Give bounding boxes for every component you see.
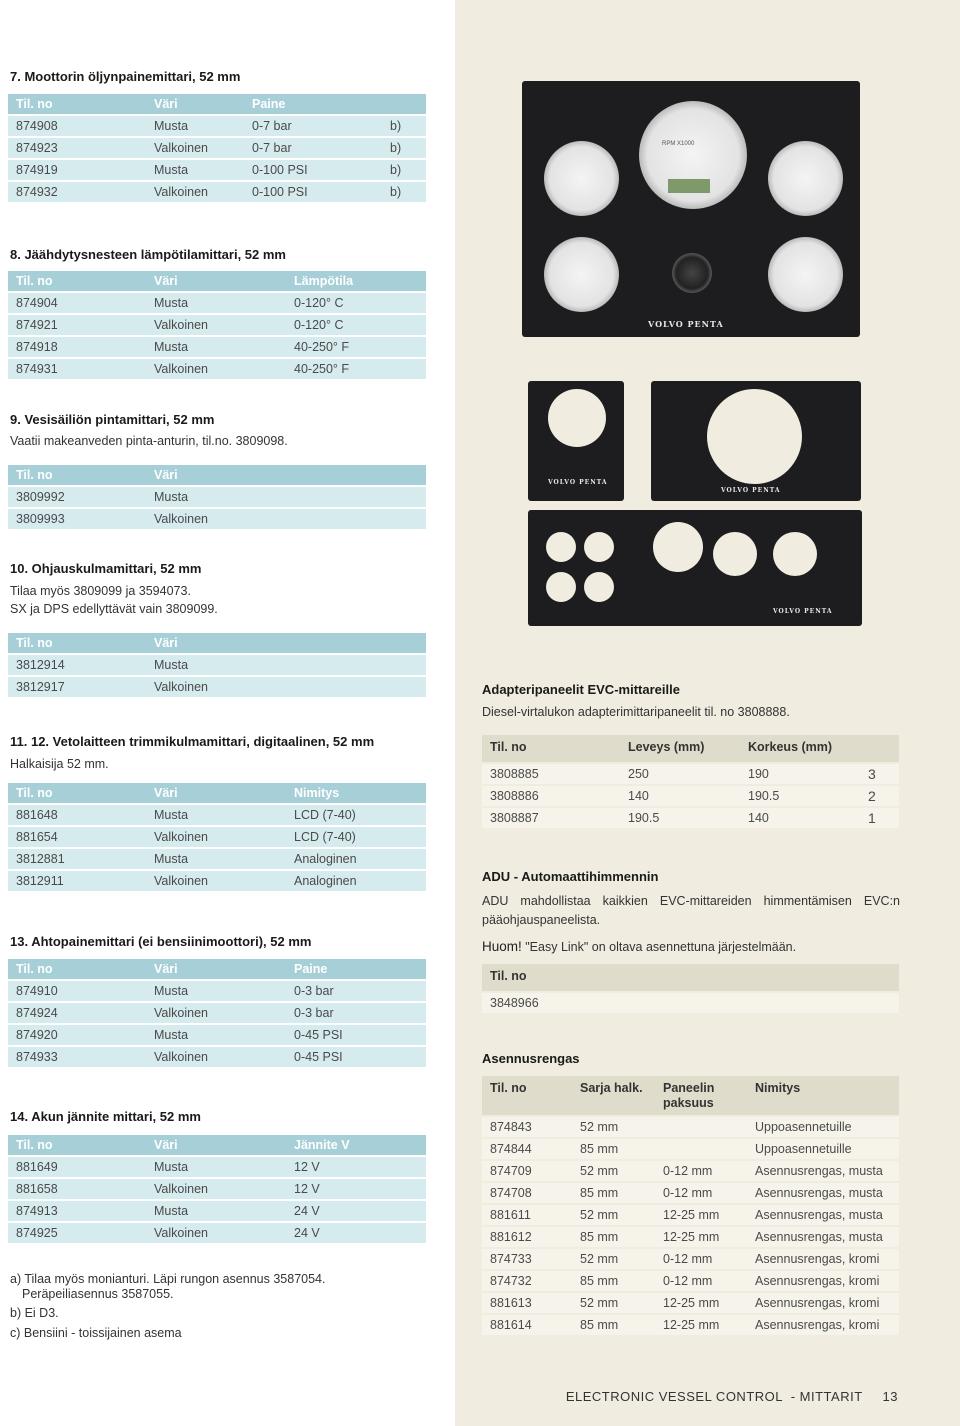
- adapter-note: Diesel-virtalukon adapterimittaripaneelit til. no 3808888.: [482, 705, 790, 719]
- table-row: 881654 Valkoinen LCD (7-40): [8, 827, 426, 847]
- page-footer: [566, 1389, 898, 1404]
- table-header: Til. no Väri: [8, 633, 426, 653]
- table-row: 3848966: [482, 993, 899, 1013]
- footer-title: ELECTRONIC VESSEL CONTROL - MITTARIT: [565, 1389, 863, 1404]
- adu-title: ADU - Automaattihimmennin: [482, 869, 659, 884]
- table-row: 3812911 Valkoinen Analoginen: [8, 871, 426, 891]
- panel-hole-icon: [707, 389, 802, 484]
- table-row: 3808885 250 190 3: [482, 764, 899, 784]
- warning-lamp-panel-icon: [768, 237, 843, 312]
- table-row: 3812914 Musta: [8, 655, 426, 675]
- table-row: 881614 85 mm 12-25 mm Asennusrengas, kromi: [482, 1315, 899, 1335]
- table-row: 874843 52 mm Uppoasennetuille: [482, 1117, 899, 1137]
- table-row: 874932 Valkoinen 0-100 PSI b): [8, 182, 426, 202]
- huom-label: Huom!: [482, 939, 522, 954]
- table-row: 881648 Musta LCD (7-40): [8, 805, 426, 825]
- table-s14: [8, 1133, 426, 1245]
- section-10-title: 10. Ohjauskulmamittari, 52 mm: [10, 561, 202, 576]
- footnote-a: a) Tilaa myös monianturi. Läpi rungon asennus 3587054.: [10, 1272, 326, 1286]
- table-row: 874933 Valkoinen 0-45 PSI: [8, 1047, 426, 1067]
- table-adu: [482, 962, 899, 1015]
- section-10-note-2: SX ja DPS edellyttävät vain 3809099.: [10, 602, 218, 616]
- table-header: Til. no Väri Jännite V: [8, 1135, 426, 1155]
- section-11-title: 11. 12. Vetolaitteen trimmikulmamittari, digitaalinen, 52 mm: [10, 734, 375, 749]
- oil-pressure-gauge-icon: [544, 141, 619, 216]
- table-row: 881658 Valkoinen 12 V: [8, 1179, 426, 1199]
- table-header: Til. no Sarja halk. Paneelin paksuus Nimitys: [482, 1076, 899, 1115]
- table-row: 874844 85 mm Uppoasennetuille: [482, 1139, 899, 1159]
- table-row: 874918 Musta 40-250° F: [8, 337, 426, 357]
- table-header: Til. no Väri Paine: [8, 94, 426, 114]
- ring-title: Asennusrengas: [482, 1051, 580, 1066]
- adapter-panel-3-photo: VOLVO PENTA: [528, 510, 862, 626]
- gauge-panel-photo: [522, 81, 860, 337]
- table-row: 874910 Musta 0-3 bar: [8, 981, 426, 1001]
- table-s13: [8, 957, 426, 1069]
- fuel-gauge-icon: [544, 237, 619, 312]
- table-row: 3812881 Musta Analoginen: [8, 849, 426, 869]
- footnote-b: b) Ei D3.: [10, 1306, 59, 1320]
- table-header: Til. no Leveys (mm) Korkeus (mm): [482, 735, 899, 762]
- adapter-title: Adapteripaneelit EVC-mittareille: [482, 682, 680, 697]
- table-ring: [482, 1074, 899, 1337]
- table-row: 874709 52 mm 0-12 mm Asennusrengas, musta: [482, 1161, 899, 1181]
- table-row: 874931 Valkoinen 40-250° F: [8, 359, 426, 379]
- page-number: 13: [882, 1389, 898, 1404]
- table-header: Til. no Väri Paine: [8, 959, 426, 979]
- lcd-display-icon: [668, 179, 710, 193]
- table-adapter: [482, 733, 899, 830]
- table-row: 3809992 Musta: [8, 487, 426, 507]
- key-switch-icon: [672, 253, 712, 293]
- adu-text: ADU mahdollistaa kaikkien EVC-mittareiden himmentämisen EVC:n pääohjauspaneelista.: [482, 894, 900, 927]
- table-s8: [8, 269, 426, 381]
- temperature-gauge-icon: [768, 141, 843, 216]
- table-row: 881649 Musta 12 V: [8, 1157, 426, 1177]
- table-row: 874924 Valkoinen 0-3 bar: [8, 1003, 426, 1023]
- volvo-penta-logo: VOLVO PENTA: [648, 319, 724, 329]
- huom-text: "Easy Link" on oltava asennettuna järjestelmään.: [521, 940, 797, 954]
- table-row: 874708 85 mm 0-12 mm Asennusrengas, musta: [482, 1183, 899, 1203]
- table-s9: [8, 463, 426, 531]
- table-row: 881612 85 mm 12-25 mm Asennusrengas, musta: [482, 1227, 899, 1247]
- adapter-panel-2-photo: VOLVO PENTA: [651, 381, 861, 501]
- table-header: Til. no Väri: [8, 465, 426, 485]
- table-row: 3808887 190.5 140 1: [482, 808, 899, 828]
- table-row: 874921 Valkoinen 0-120° C: [8, 315, 426, 335]
- table-row: 874919 Musta 0-100 PSI b): [8, 160, 426, 180]
- table-row: 874913 Musta 24 V: [8, 1201, 426, 1221]
- table-row: 874733 52 mm 0-12 mm Asennusrengas, kromi: [482, 1249, 899, 1269]
- table-s10: [8, 631, 426, 699]
- section-9-note: Vaatii makeanveden pinta-anturin, til.no. 3809098.: [10, 434, 288, 448]
- table-row: 874908 Musta 0-7 bar b): [8, 116, 426, 136]
- table-row: 3808886 140 190.5 2: [482, 786, 899, 806]
- section-7-title: 7. Moottorin öljynpainemittari, 52 mm: [10, 69, 241, 84]
- table-s11: [8, 781, 426, 893]
- section-8-title: 8. Jäähdytysnesteen lämpötilamittari, 52 mm: [10, 247, 286, 262]
- table-row: 874923 Valkoinen 0-7 bar b): [8, 138, 426, 158]
- adu-huom: [482, 939, 796, 954]
- table-row: 3812917 Valkoinen: [8, 677, 426, 697]
- section-9-title: 9. Vesisäiliön pintamittari, 52 mm: [10, 412, 215, 427]
- footnote-c: c) Bensiini - toissijainen asema: [10, 1326, 182, 1340]
- table-header: Til. no Väri Lämpötila: [8, 271, 426, 291]
- panel-hole-icon: [548, 389, 606, 447]
- rpm-label: RPM X1000: [662, 141, 695, 147]
- table-row: 874920 Musta 0-45 PSI: [8, 1025, 426, 1045]
- table-header: Til. no Väri Nimitys: [8, 783, 426, 803]
- table-s7: [8, 92, 426, 204]
- table-row: 874925 Valkoinen 24 V: [8, 1223, 426, 1243]
- table-row: 874904 Musta 0-120° C: [8, 293, 426, 313]
- section-11-note: Halkaisija 52 mm.: [10, 757, 109, 771]
- table-row: 874732 85 mm 0-12 mm Asennusrengas, kromi: [482, 1271, 899, 1291]
- section-10-note-1: Tilaa myös 3809099 ja 3594073.: [10, 584, 191, 598]
- section-13-title: 13. Ahtopainemittari (ei bensiinimoottori), 52 mm: [10, 934, 312, 949]
- section-14-title: 14. Akun jännite mittari, 52 mm: [10, 1109, 201, 1124]
- table-row: 881613 52 mm 12-25 mm Asennusrengas, kromi: [482, 1293, 899, 1313]
- adapter-panel-1-photo: VOLVO PENTA: [528, 381, 624, 501]
- table-row: 3809993 Valkoinen: [8, 509, 426, 529]
- table-header: Til. no: [482, 964, 899, 991]
- table-row: 881611 52 mm 12-25 mm Asennusrengas, musta: [482, 1205, 899, 1225]
- footnote-a-2: Peräpeiliasennus 3587055.: [22, 1287, 174, 1301]
